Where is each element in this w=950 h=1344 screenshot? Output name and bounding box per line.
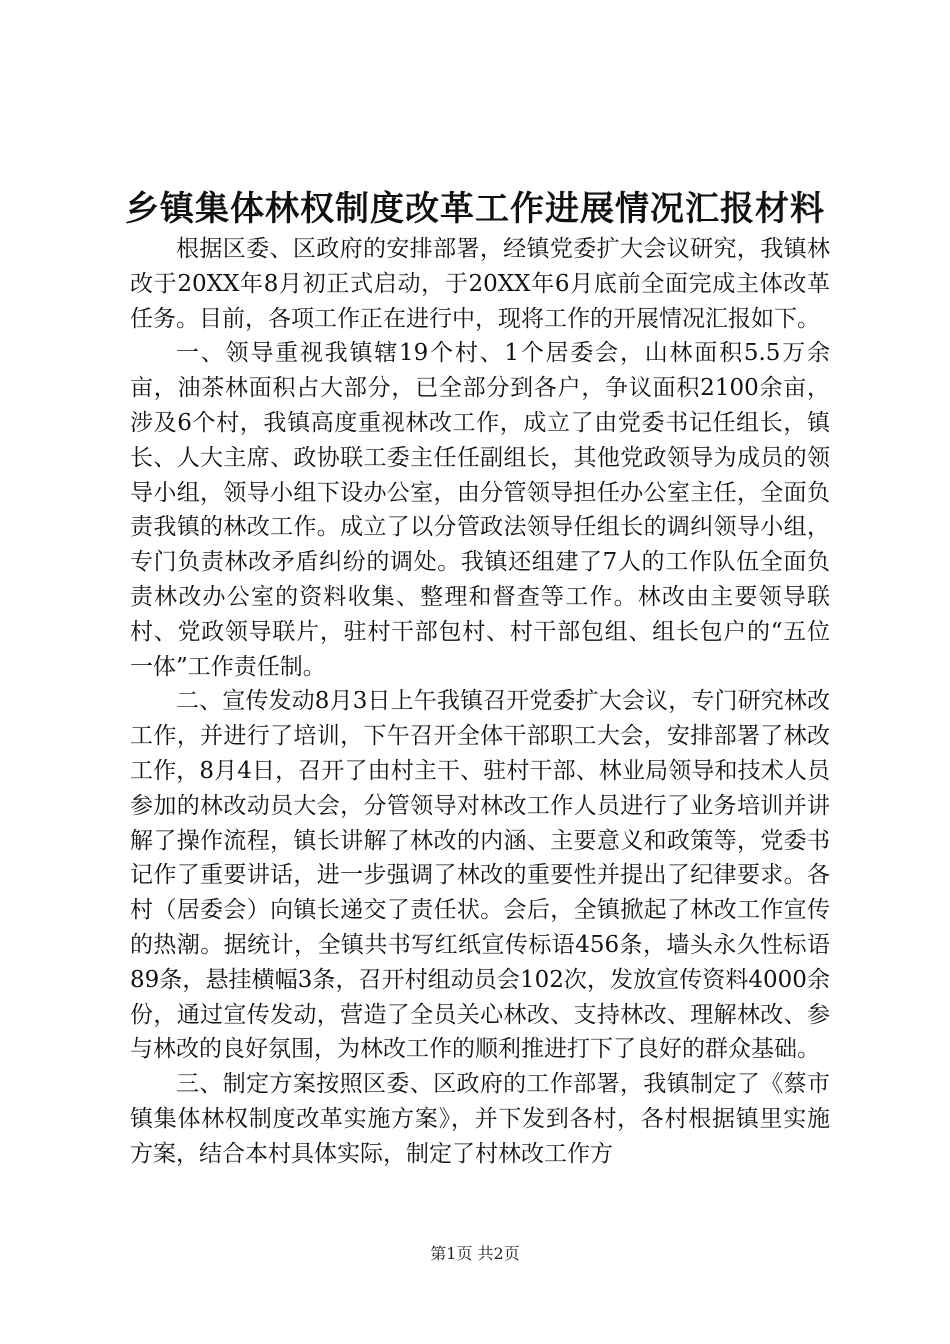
document-body	[130, 232, 830, 1172]
paragraph-leadership: 一、领导重视我镇辖19个村、1个居委会，山林面积5.5万余亩，油茶林面积占大部分，已全部分到各户，争议面积2100余亩，涉及6个村，我镇高度重视林改工作，成立了由党委书记任组长，镇长、人大主席、政协联工委主任任副组长，其他党政领导为成员的领导小组，领导小组下设办公室，由分管领导担任办公室主任，全面负责我镇的林改工作。成立了以分管政法领导任组长的调纠领导小组，专门负责林改矛盾纠纷的调处。我镇还组建了7人的工作队伍全面负责林改办公室的资料收集、整理和督查等工作。林改由主要领导联村、党政领导联片，驻村干部包村、村干部包组、组长包户的“五位一体”工作责任制。	[130, 340, 830, 680]
document-title: 乡镇集体林权制度改革工作进展情况汇报材料	[125, 189, 825, 229]
paragraph-plan: 三、制定方案按照区委、区政府的工作部署，我镇制定了《蔡市镇集体林权制度改革实施方案》，并下发到各村，各村根据镇里实施方案，结合本村具体实际，制定了村林改工作方	[130, 1071, 830, 1167]
paragraph-intro: 根据区委、区政府的安排部署，经镇党委扩大会议研究，我镇林改于20XX年8月初正式启动，于20XX年6月底前全面完成主体改革任务。目前，各项工作正在进行中，现将工作的开展情况汇报如下。	[130, 236, 830, 332]
paragraph-publicity: 二、宣传发动8月3日上午我镇召开党委扩大会议，专门研究林改工作，并进行了培训，下午召开全体干部职工大会，安排部署了林改工作，8月4日，召开了由村主干、驻村干部、林业局领导和技术人员参加的林改动员大会，分管领导对林改工作人员进行了业务培训并讲解了操作流程，镇长讲解了林改的内涵、主要意义和政策等，党委书记作了重要讲话，进一步强调了林改的重要性并提出了纪律要求。各村（居委会）向镇长递交了责任状。会后，全镇掀起了林改工作宣传的热潮。据统计，全镇共书写红纸宣传标语456条，墙头永久性标语89条，悬挂横幅3条，召开村组动员会102次，发放宣传资料4000余份，通过宣传发动，营造了全员关心林改、支持林改、理解林改、参与林改的良好氛围，为林改工作的顺利推进打下了良好的群众基础。	[130, 688, 830, 1063]
page-footer: 第1页 共2页	[430, 1244, 520, 1263]
